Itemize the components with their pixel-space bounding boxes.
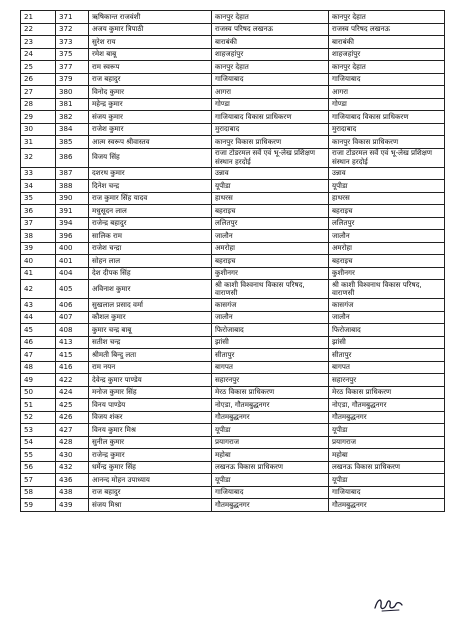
posting-cell: गोण्डा [212,98,329,111]
allotted-cell: राजस्व परिषद लखनऊ [329,23,445,36]
name-cell: विजय सिंह [89,148,212,167]
allotted-cell: झांसी [329,336,445,349]
name-cell: राम नयन [89,361,212,374]
allotted-cell: गौतमबुद्धनगर [329,411,445,424]
posting-cell: कासगंज [212,299,329,312]
allotted-cell: मेरठ विकास प्राधिकरण [329,386,445,399]
name-cell: मधुसूदन लाल [89,205,212,218]
serial-number-cell: 27 [21,86,56,99]
allotted-cell: मुरादाबाद [329,123,445,136]
serial-number-cell: 31 [21,136,56,149]
table-row [21,299,445,312]
roll-number-cell: 424 [56,386,89,399]
serial-number-cell: 47 [21,349,56,362]
serial-number-cell: 58 [21,486,56,499]
table-row [21,474,445,487]
table-row [21,449,445,462]
posting-cell: अमरोहा [212,242,329,255]
roll-number-cell: 401 [56,255,89,268]
allotted-cell: कानपुर देहात [329,11,445,24]
allotted-cell: श्री काशी विश्वनाथ विकास परिषद, वाराणसी [329,280,445,299]
serial-number-cell: 41 [21,267,56,280]
name-cell: आत्म स्वरूप श्रीवास्तव [89,136,212,149]
name-cell: दिनेश चन्द्र [89,180,212,193]
roll-number-cell: 377 [56,61,89,74]
roll-number-cell: 382 [56,111,89,124]
name-cell: राज बहादुर [89,486,212,499]
name-cell: विनय कुमार मिश्र [89,424,212,437]
roll-number-cell: 416 [56,361,89,374]
roll-number-cell: 432 [56,461,89,474]
serial-number-cell: 42 [21,280,56,299]
allotted-cell: फिरोजाबाद [329,324,445,337]
name-cell: संजय कुमार [89,111,212,124]
table-row [21,73,445,86]
posting-cell: उन्नाव [212,167,329,180]
name-cell: कौशल कुमार [89,311,212,324]
name-cell: विनोद कुमार [89,86,212,99]
name-cell: देश दीपक सिंह [89,267,212,280]
name-cell: रमेश बाबू [89,48,212,61]
name-cell: राज कुमार सिंह यादव [89,192,212,205]
name-cell: राजेन्द्र कुमार [89,449,212,462]
employee-table [20,10,445,512]
table-row [21,123,445,136]
roll-number-cell: 405 [56,280,89,299]
posting-cell: बहराइच [212,255,329,268]
allotted-cell: आगरा [329,86,445,99]
table-row [21,324,445,337]
name-cell: सोहन लाल [89,255,212,268]
table-row [21,461,445,474]
posting-cell: मुरादाबाद [212,123,329,136]
name-cell: सुरेश राय [89,36,212,49]
employee-table-body [21,11,445,512]
posting-cell: गाजियाबाद विकास प्राधिकरण [212,111,329,124]
table-row [21,36,445,49]
serial-number-cell: 23 [21,36,56,49]
allotted-cell: यूपीडा [329,180,445,193]
name-cell: राज बहादुर [89,73,212,86]
table-row [21,192,445,205]
posting-cell: गाजियाबाद [212,73,329,86]
name-cell: राजेन्द्र बहादुर [89,217,212,230]
posting-cell: यूपीडा [212,424,329,437]
table-row [21,311,445,324]
roll-number-cell: 394 [56,217,89,230]
name-cell: मनोज कुमार सिंह [89,386,212,399]
serial-number-cell: 32 [21,148,56,167]
posting-cell: गाजियाबाद [212,486,329,499]
serial-number-cell: 25 [21,61,56,74]
roll-number-cell: 427 [56,424,89,437]
table-row [21,374,445,387]
allotted-cell: प्रयागराज [329,436,445,449]
name-cell: राजेश चन्द्रा [89,242,212,255]
roll-number-cell: 406 [56,299,89,312]
serial-number-cell: 30 [21,123,56,136]
table-row [21,205,445,218]
posting-cell: प्रयागराज [212,436,329,449]
posting-cell: जालौन [212,230,329,243]
allotted-cell: कुशीनगर [329,267,445,280]
serial-number-cell: 33 [21,167,56,180]
allotted-cell: शाहजहांपुर [329,48,445,61]
roll-number-cell: 415 [56,349,89,362]
roll-number-cell: 379 [56,73,89,86]
allotted-cell: राजा टोडरमल सर्वे एवं भू-लेख प्रशिक्षण संस्थान हरदोई [329,148,445,167]
posting-cell: राजा टोडरमल सर्वे एवं भू-लेख प्रशिक्षण संस्थान हरदोई [212,148,329,167]
roll-number-cell: 373 [56,36,89,49]
roll-number-cell: 404 [56,267,89,280]
table-row [21,61,445,74]
name-cell: कुमार चन्द्र बाबू [89,324,212,337]
table-row [21,411,445,424]
name-cell: राजेश कुमार [89,123,212,136]
posting-cell: मेरठ विकास प्राधिकरण [212,386,329,399]
posting-cell: फिरोजाबाद [212,324,329,337]
serial-number-cell: 36 [21,205,56,218]
serial-number-cell: 29 [21,111,56,124]
name-cell: ऋषिकान्त राजवंशी [89,11,212,24]
allotted-cell: गाजियाबाद [329,486,445,499]
posting-cell: लखनऊ विकास प्राधिकरण [212,461,329,474]
posting-cell: यूपीडा [212,474,329,487]
posting-cell: बाराबंकी [212,36,329,49]
allotted-cell: जालौन [329,311,445,324]
name-cell: आनन्द मोहन उपाध्याय [89,474,212,487]
serial-number-cell: 28 [21,98,56,111]
posting-cell: कानपुर देहात [212,61,329,74]
roll-number-cell: 375 [56,48,89,61]
roll-number-cell: 400 [56,242,89,255]
serial-number-cell: 50 [21,386,56,399]
name-cell: महेन्द्र कुमार [89,98,212,111]
posting-cell: सीतापुर [212,349,329,362]
serial-number-cell: 56 [21,461,56,474]
allotted-cell: बहराइच [329,205,445,218]
roll-number-cell: 386 [56,148,89,167]
name-cell: अजय कुमार त्रिपाठी [89,23,212,36]
roll-number-cell: 408 [56,324,89,337]
serial-number-cell: 37 [21,217,56,230]
serial-number-cell: 24 [21,48,56,61]
roll-number-cell: 388 [56,180,89,193]
name-cell: सतीश चन्द्र [89,336,212,349]
allotted-cell: यूपीडा [329,474,445,487]
roll-number-cell: 439 [56,499,89,512]
allotted-cell: लखनऊ विकास प्राधिकरण [329,461,445,474]
roll-number-cell: 372 [56,23,89,36]
name-cell: सुखलाल प्रसाद वर्मा [89,299,212,312]
roll-number-cell: 436 [56,474,89,487]
allotted-cell: उन्नाव [329,167,445,180]
roll-number-cell: 390 [56,192,89,205]
table-row [21,267,445,280]
serial-number-cell: 45 [21,324,56,337]
table-row [21,167,445,180]
table-row [21,336,445,349]
serial-number-cell: 49 [21,374,56,387]
roll-number-cell: 438 [56,486,89,499]
posting-cell: कानपुर देहात [212,11,329,24]
allotted-cell: बहराइच [329,255,445,268]
allotted-cell: बागपत [329,361,445,374]
table-row [21,48,445,61]
posting-cell: नोएडा, गौतमबुद्धनगर [212,399,329,412]
serial-number-cell: 52 [21,411,56,424]
table-row [21,280,445,299]
table-row [21,217,445,230]
roll-number-cell: 430 [56,449,89,462]
posting-cell: यूपीडा [212,180,329,193]
name-cell: दशरथ कुमार [89,167,212,180]
posting-cell: कानपुर विकास प्राधिकरण [212,136,329,149]
serial-number-cell: 55 [21,449,56,462]
posting-cell: कुशीनगर [212,267,329,280]
allotted-cell: महोबा [329,449,445,462]
table-row [21,230,445,243]
posting-cell: सहारनपुर [212,374,329,387]
roll-number-cell: 422 [56,374,89,387]
allotted-cell: यूपीडा [329,424,445,437]
posting-cell: गौतमबुद्धनगर [212,411,329,424]
posting-cell: राजस्व परिषद लखनऊ [212,23,329,36]
serial-number-cell: 44 [21,311,56,324]
serial-number-cell: 21 [21,11,56,24]
roll-number-cell: 425 [56,399,89,412]
name-cell: देवेन्द्र कुमार पाण्डेय [89,374,212,387]
roll-number-cell: 384 [56,123,89,136]
table-row [21,180,445,193]
serial-number-cell: 35 [21,192,56,205]
posting-cell: ललितपुर [212,217,329,230]
table-row [21,148,445,167]
name-cell: सालिक राम [89,230,212,243]
allotted-cell: नोएडा, गौतमबुद्धनगर [329,399,445,412]
allotted-cell: गाजियाबाद [329,73,445,86]
allotted-cell: गाजियाबाद विकास प्राधिकरण [329,111,445,124]
table-row [21,436,445,449]
posting-cell: शाहजहांपुर [212,48,329,61]
name-cell: सुनील कुमार [89,436,212,449]
name-cell: राम स्वरूप [89,61,212,74]
table-row [21,499,445,512]
serial-number-cell: 40 [21,255,56,268]
serial-number-cell: 59 [21,499,56,512]
roll-number-cell: 407 [56,311,89,324]
posting-cell: जालौन [212,311,329,324]
posting-cell: बागपत [212,361,329,374]
name-cell: अविनाश कुमार [89,280,212,299]
serial-number-cell: 43 [21,299,56,312]
table-row [21,424,445,437]
serial-number-cell: 39 [21,242,56,255]
table-row [21,86,445,99]
roll-number-cell: 428 [56,436,89,449]
allotted-cell: कासगंज [329,299,445,312]
serial-number-cell: 51 [21,399,56,412]
roll-number-cell: 413 [56,336,89,349]
table-row [21,242,445,255]
name-cell: धर्मेन्द्र कुमार सिंह [89,461,212,474]
allotted-cell: सीतापुर [329,349,445,362]
name-cell: श्रीमती बिन्दु लता [89,349,212,362]
allotted-cell: गौतमबुद्धनगर [329,499,445,512]
serial-number-cell: 46 [21,336,56,349]
roll-number-cell: 426 [56,411,89,424]
table-row [21,23,445,36]
posting-cell: हाथरस [212,192,329,205]
posting-cell: झांसी [212,336,329,349]
posting-cell: श्री काशी विश्वनाथ विकास परिषद, वाराणसी [212,280,329,299]
name-cell: संजय मिश्रा [89,499,212,512]
serial-number-cell: 22 [21,23,56,36]
table-row [21,399,445,412]
allotted-cell: कानपुर देहात [329,61,445,74]
name-cell: विनय पाण्डेय [89,399,212,412]
table-row [21,486,445,499]
posting-cell: आगरा [212,86,329,99]
allotted-cell: सहारनपुर [329,374,445,387]
serial-number-cell: 53 [21,424,56,437]
table-row [21,11,445,24]
table-row [21,361,445,374]
serial-number-cell: 48 [21,361,56,374]
posting-cell: महोबा [212,449,329,462]
serial-number-cell: 38 [21,230,56,243]
roll-number-cell: 380 [56,86,89,99]
allotted-cell: गोण्डा [329,98,445,111]
table-row [21,111,445,124]
serial-number-cell: 57 [21,474,56,487]
roll-number-cell: 371 [56,11,89,24]
signature-mark [372,596,406,614]
roll-number-cell: 381 [56,98,89,111]
roll-number-cell: 385 [56,136,89,149]
allotted-cell: जालौन [329,230,445,243]
allotted-cell: कानपुर विकास प्राधिकरण [329,136,445,149]
table-row [21,255,445,268]
roll-number-cell: 396 [56,230,89,243]
allotted-cell: ललितपुर [329,217,445,230]
serial-number-cell: 26 [21,73,56,86]
table-row [21,349,445,362]
allotted-cell: अमरोहा [329,242,445,255]
serial-number-cell: 54 [21,436,56,449]
roll-number-cell: 391 [56,205,89,218]
table-row [21,98,445,111]
roll-number-cell: 387 [56,167,89,180]
table-row [21,386,445,399]
name-cell: विजय शंकर [89,411,212,424]
allotted-cell: हाथरस [329,192,445,205]
posting-cell: गौतमबुद्धनगर [212,499,329,512]
serial-number-cell: 34 [21,180,56,193]
posting-cell: बहराइच [212,205,329,218]
table-row [21,136,445,149]
allotted-cell: बाराबंकी [329,36,445,49]
